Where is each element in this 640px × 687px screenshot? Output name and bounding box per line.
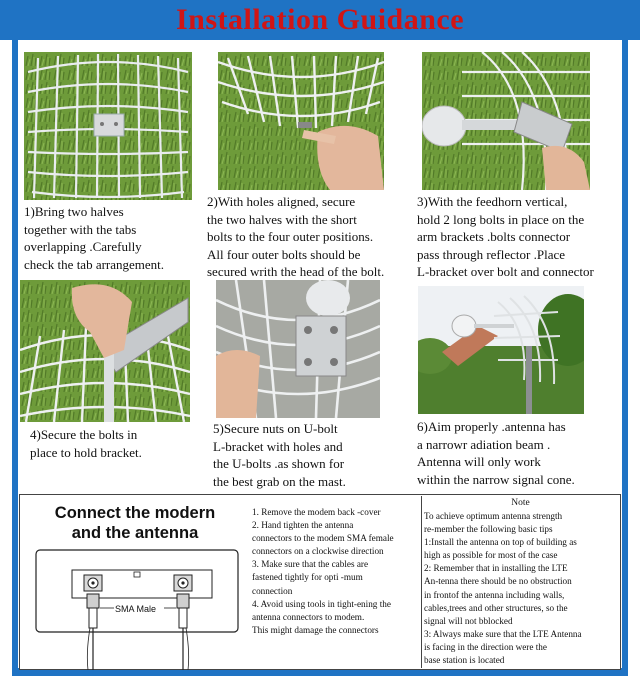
step-4-text: 4)Secure the bolts in place to hold bracket. [30, 427, 142, 460]
step-3-photo [422, 52, 590, 190]
step-5-text: 5)Secure nuts on U-bolt L-bracket with holes and the U-bolts .as shown for the best grab on the mast. [213, 421, 346, 489]
step-1-text: 1)Bring two halves together with the tabs overlapping .Carefully check the tab arrangement. [24, 204, 165, 272]
step-2-text: 2)With holes aligned, secure the two halves with the short bolts to the four outer positions. All four outer bolts should be secured writh the head of the bolt. [207, 194, 385, 279]
note-title: Note [511, 498, 530, 508]
page-title: Installation Guidance [175, 3, 465, 36]
step-3-text: 3)With the feedhorn vertical, hold 2 long bolts in place on the arm brackets .bolts connector pass through reflector .Place L-bracket over bolt and connector [417, 194, 594, 279]
step-4-photo [20, 280, 190, 422]
step-1-photo [24, 52, 192, 200]
note-text: To achieve optimum antenna strength re-member the following basic tips 1:Install the antenna on top of building as high as possible for most of the case 2: Remember that in installing the LTE An-tenna there should be no obstruction in frontof the antenna including walls, cables,trees and other structures, so the signal will not bblocked 3: Always make sure that the LTE Antenna is facing in the direction were the base station is located [424, 511, 582, 666]
connection-instructions: 1. Remove the modem back -cover 2. Hand tighten the antenna connectors to the modem SMA female connectors on a clockwise direction 3. Make sure that the cables are fastened tightly for opti -mum connection 4. Avoid using tools in tight-ening the antenna connectors to modem. This might damage the connectors [252, 507, 394, 635]
step-6-text: 6)Aim properly .antenna has a narrowr adiation beam . Antenna will only work within the narrow signal cone. [417, 419, 575, 487]
step-5-photo [216, 280, 380, 418]
step-6-photo [418, 286, 584, 414]
step-2-photo [218, 52, 384, 190]
connect-title: Connect the modern and the antenna [54, 504, 216, 542]
sma-male-label: SMA Male [115, 604, 157, 614]
